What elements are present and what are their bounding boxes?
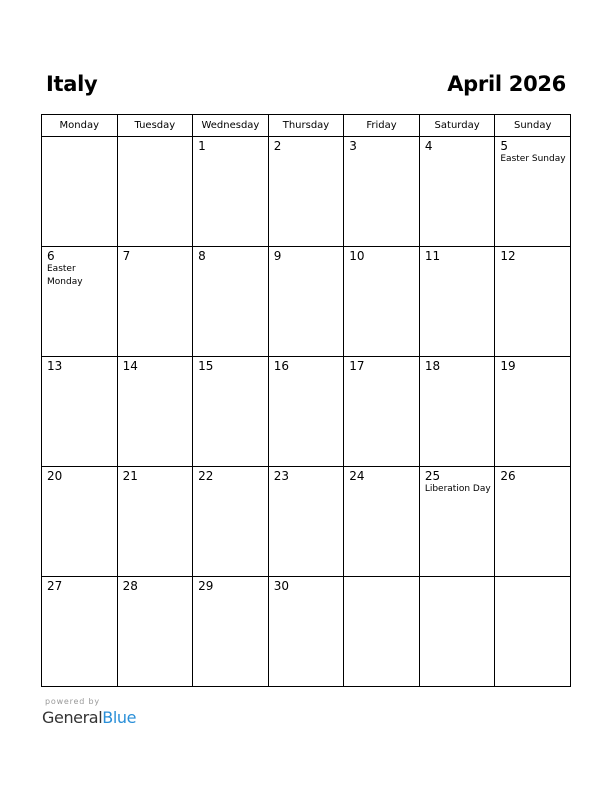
- weekday-header: Thursday: [268, 115, 344, 137]
- day-cell: [268, 467, 344, 577]
- day-number: 24: [349, 469, 365, 483]
- day-number: 11: [424, 249, 441, 263]
- day-number: 6: [47, 249, 55, 263]
- day-number: 1: [198, 139, 206, 153]
- powered-by-text: powered by: [45, 697, 100, 706]
- holiday-label: Easter Sunday: [500, 154, 566, 164]
- day-number: 19: [500, 359, 516, 373]
- day-cell: [419, 357, 495, 467]
- day-number: 10: [349, 249, 365, 263]
- day-cell: [495, 357, 571, 467]
- day-number: 25: [424, 469, 441, 483]
- day-number: 12: [500, 249, 516, 263]
- day-number: 22: [198, 469, 214, 483]
- brand-blue-text: Blue: [102, 708, 137, 727]
- day-cell: [344, 247, 420, 357]
- day-cell: [117, 357, 193, 467]
- day-number: 13: [47, 359, 63, 373]
- day-number: 8: [198, 249, 206, 263]
- day-number: 26: [500, 469, 516, 483]
- day-cell: [344, 467, 420, 577]
- day-number: 4: [424, 139, 433, 153]
- day-number: 14: [122, 359, 138, 373]
- weekday-header: Sunday: [495, 115, 571, 137]
- day-cell: [419, 467, 495, 577]
- empty-day-cell: [117, 137, 193, 247]
- country-title: Italy: [46, 72, 98, 96]
- day-cell: [268, 247, 344, 357]
- day-cell: [268, 577, 344, 687]
- day-cell: [419, 247, 495, 357]
- week-row: [42, 247, 571, 357]
- weekday-header: Wednesday: [193, 115, 269, 137]
- day-cell: [193, 577, 269, 687]
- holiday-label: Easter Monday: [47, 264, 83, 287]
- holiday-label: Liberation Day: [424, 484, 491, 494]
- week-row: [42, 577, 571, 687]
- day-cell: [495, 137, 571, 247]
- day-cell: [193, 357, 269, 467]
- day-cell: [268, 137, 344, 247]
- day-cell: [419, 137, 495, 247]
- day-number: 17: [349, 359, 365, 373]
- day-number: 7: [122, 249, 131, 263]
- brand-general-text: General: [42, 708, 103, 727]
- day-cell: [193, 467, 269, 577]
- month-year-title: April 2026: [447, 72, 566, 96]
- empty-day-cell: [419, 577, 495, 687]
- day-number: 2: [273, 139, 282, 153]
- day-number: 21: [122, 469, 138, 483]
- day-number: 5: [500, 139, 509, 153]
- weekday-header: Saturday: [419, 115, 495, 137]
- week-row: [42, 137, 571, 247]
- day-number: 15: [198, 359, 214, 373]
- day-cell: [495, 247, 571, 357]
- day-cell: [117, 247, 193, 357]
- calendar-grid: [41, 114, 571, 687]
- day-cell: [117, 467, 193, 577]
- empty-day-cell: [42, 137, 118, 247]
- day-cell: [495, 467, 571, 577]
- generalblue-logo[interactable]: [42, 708, 136, 727]
- weekday-header: Tuesday: [117, 115, 193, 137]
- day-cell: [42, 577, 118, 687]
- week-row: [42, 467, 571, 577]
- day-number: 20: [47, 469, 63, 483]
- day-cell: [344, 137, 420, 247]
- day-number: 23: [273, 469, 289, 483]
- weekday-header: Monday: [42, 115, 118, 137]
- day-cell: [193, 247, 269, 357]
- empty-day-cell: [344, 577, 420, 687]
- day-number: 9: [273, 249, 282, 263]
- day-number: 29: [198, 579, 214, 593]
- weekday-header: Friday: [344, 115, 420, 137]
- day-number: 3: [349, 139, 357, 153]
- day-number: 28: [122, 579, 138, 593]
- week-row: [42, 357, 571, 467]
- day-number: 27: [47, 579, 63, 593]
- day-cell: [193, 137, 269, 247]
- day-cell: [117, 577, 193, 687]
- day-cell: [42, 467, 118, 577]
- day-number: 30: [273, 579, 289, 593]
- weekday-header-row: [42, 115, 571, 137]
- day-number: 18: [424, 359, 441, 373]
- day-number: 16: [273, 359, 289, 373]
- day-cell: [344, 357, 420, 467]
- empty-day-cell: [495, 577, 571, 687]
- day-cell: [42, 247, 118, 357]
- day-cell: [42, 357, 118, 467]
- day-cell: [268, 357, 344, 467]
